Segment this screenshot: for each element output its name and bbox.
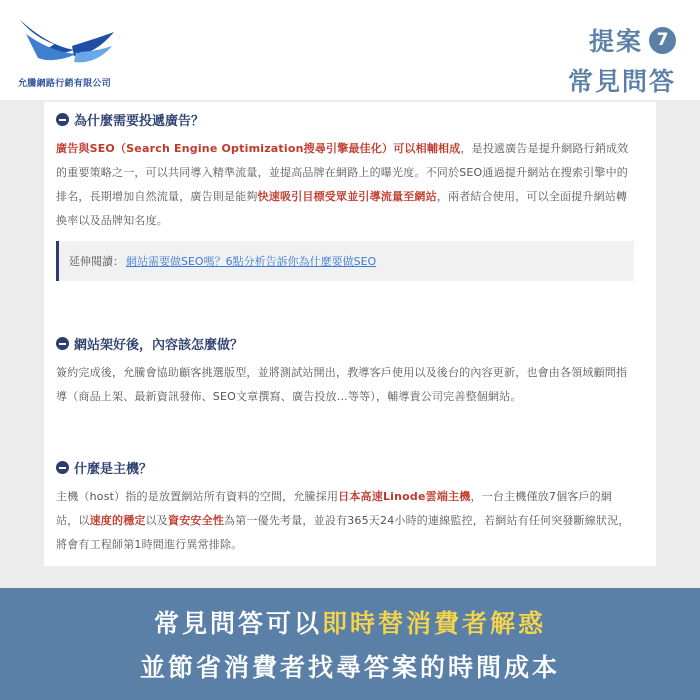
eagle-logo-icon	[18, 16, 118, 74]
banner-line-2: 並節省消費者找尋答案的時間成本	[139, 653, 560, 682]
body-text: ，是投遞廣告是提升網路行銷成效的重要策略之一，可以共同導入精準流量，並提高品牌在網路上的曝光度。不同於SEO通過提升網站在搜索引擎中的排名，長期增加自然流量，廣告則是能夠	[56, 142, 629, 203]
extended-reading-label: 延伸閱讀：	[69, 255, 124, 268]
page-title: 常見問答	[567, 67, 676, 96]
minus-circle-icon[interactable]	[56, 461, 69, 474]
highlight-text: 速度的穩定	[89, 514, 146, 527]
minus-circle-icon[interactable]	[56, 337, 69, 350]
content-area	[0, 100, 700, 588]
banner-emphasis: 即時替消費者解惑	[322, 609, 547, 638]
faq-question	[56, 110, 634, 129]
highlight-text: 日本高速Linode雲端主機	[338, 490, 471, 503]
highlight-text: 快速吸引目標受眾並引導流量至網站	[257, 190, 437, 203]
faq-section-host	[56, 458, 634, 557]
header	[0, 0, 700, 100]
answer-text	[56, 361, 634, 409]
question-text: 什麼是主機？	[74, 462, 153, 477]
question-text: 網站架好後，內容該怎麼做？	[74, 338, 244, 353]
footer-banner	[0, 588, 700, 700]
body-text: 主機（host）指的是放置網站所有資料的空間，允騰採用	[56, 490, 339, 503]
company-logo[interactable]	[18, 16, 118, 89]
faq-section-content	[56, 334, 634, 409]
answer-text	[56, 485, 634, 557]
proposal-number: 7	[649, 27, 676, 54]
highlight-text: 資安安全性	[168, 514, 225, 527]
extended-reading-link[interactable]: 網站需要做SEO嗎？6點分析告訴你為什麼要做SEO	[126, 255, 377, 268]
faq-question	[56, 334, 634, 353]
banner-line-1	[154, 604, 546, 640]
faq-section-ads	[56, 110, 634, 281]
minus-circle-icon[interactable]	[56, 113, 69, 126]
body-text: 以及	[145, 514, 169, 527]
body-text: ，一台主機僅放7個客戶的網站，以	[56, 490, 613, 527]
proposal-label: 提案	[588, 27, 643, 56]
body-text: ，兩者結合使用，可以全面提升網站轉換率以及品牌知名度。	[56, 190, 628, 227]
body-text: 為第一優先考量，並設有365天24小時的連線監控，若網站有任何突發斷線狀況，將會有工程師第1時間進行異常排除。	[56, 514, 630, 551]
answer-text	[56, 137, 634, 233]
company-name: 允騰網路行銷有限公司	[18, 79, 112, 89]
highlight-text: 廣告與SEO（Search Engine Optimization搜尋引擎最佳化）可以相輔相成	[56, 142, 461, 155]
question-text: 為什麼需要投遞廣告？	[74, 114, 205, 129]
faq-card	[44, 102, 656, 566]
faq-question	[56, 458, 634, 477]
section-badge	[568, 22, 676, 98]
extended-reading	[56, 241, 634, 281]
body-text: 簽約完成後，允騰會協助顧客挑選版型，並將測試站開出，教導客戶使用以及後台的內容更新，也會由各領域顧問指導（商品上架、最新資訊發佈、SEO文章撰寫、廣告投放...等等），輔導貴公司完善整個網站。	[56, 366, 628, 403]
banner-text: 常見問答可以	[153, 609, 322, 638]
